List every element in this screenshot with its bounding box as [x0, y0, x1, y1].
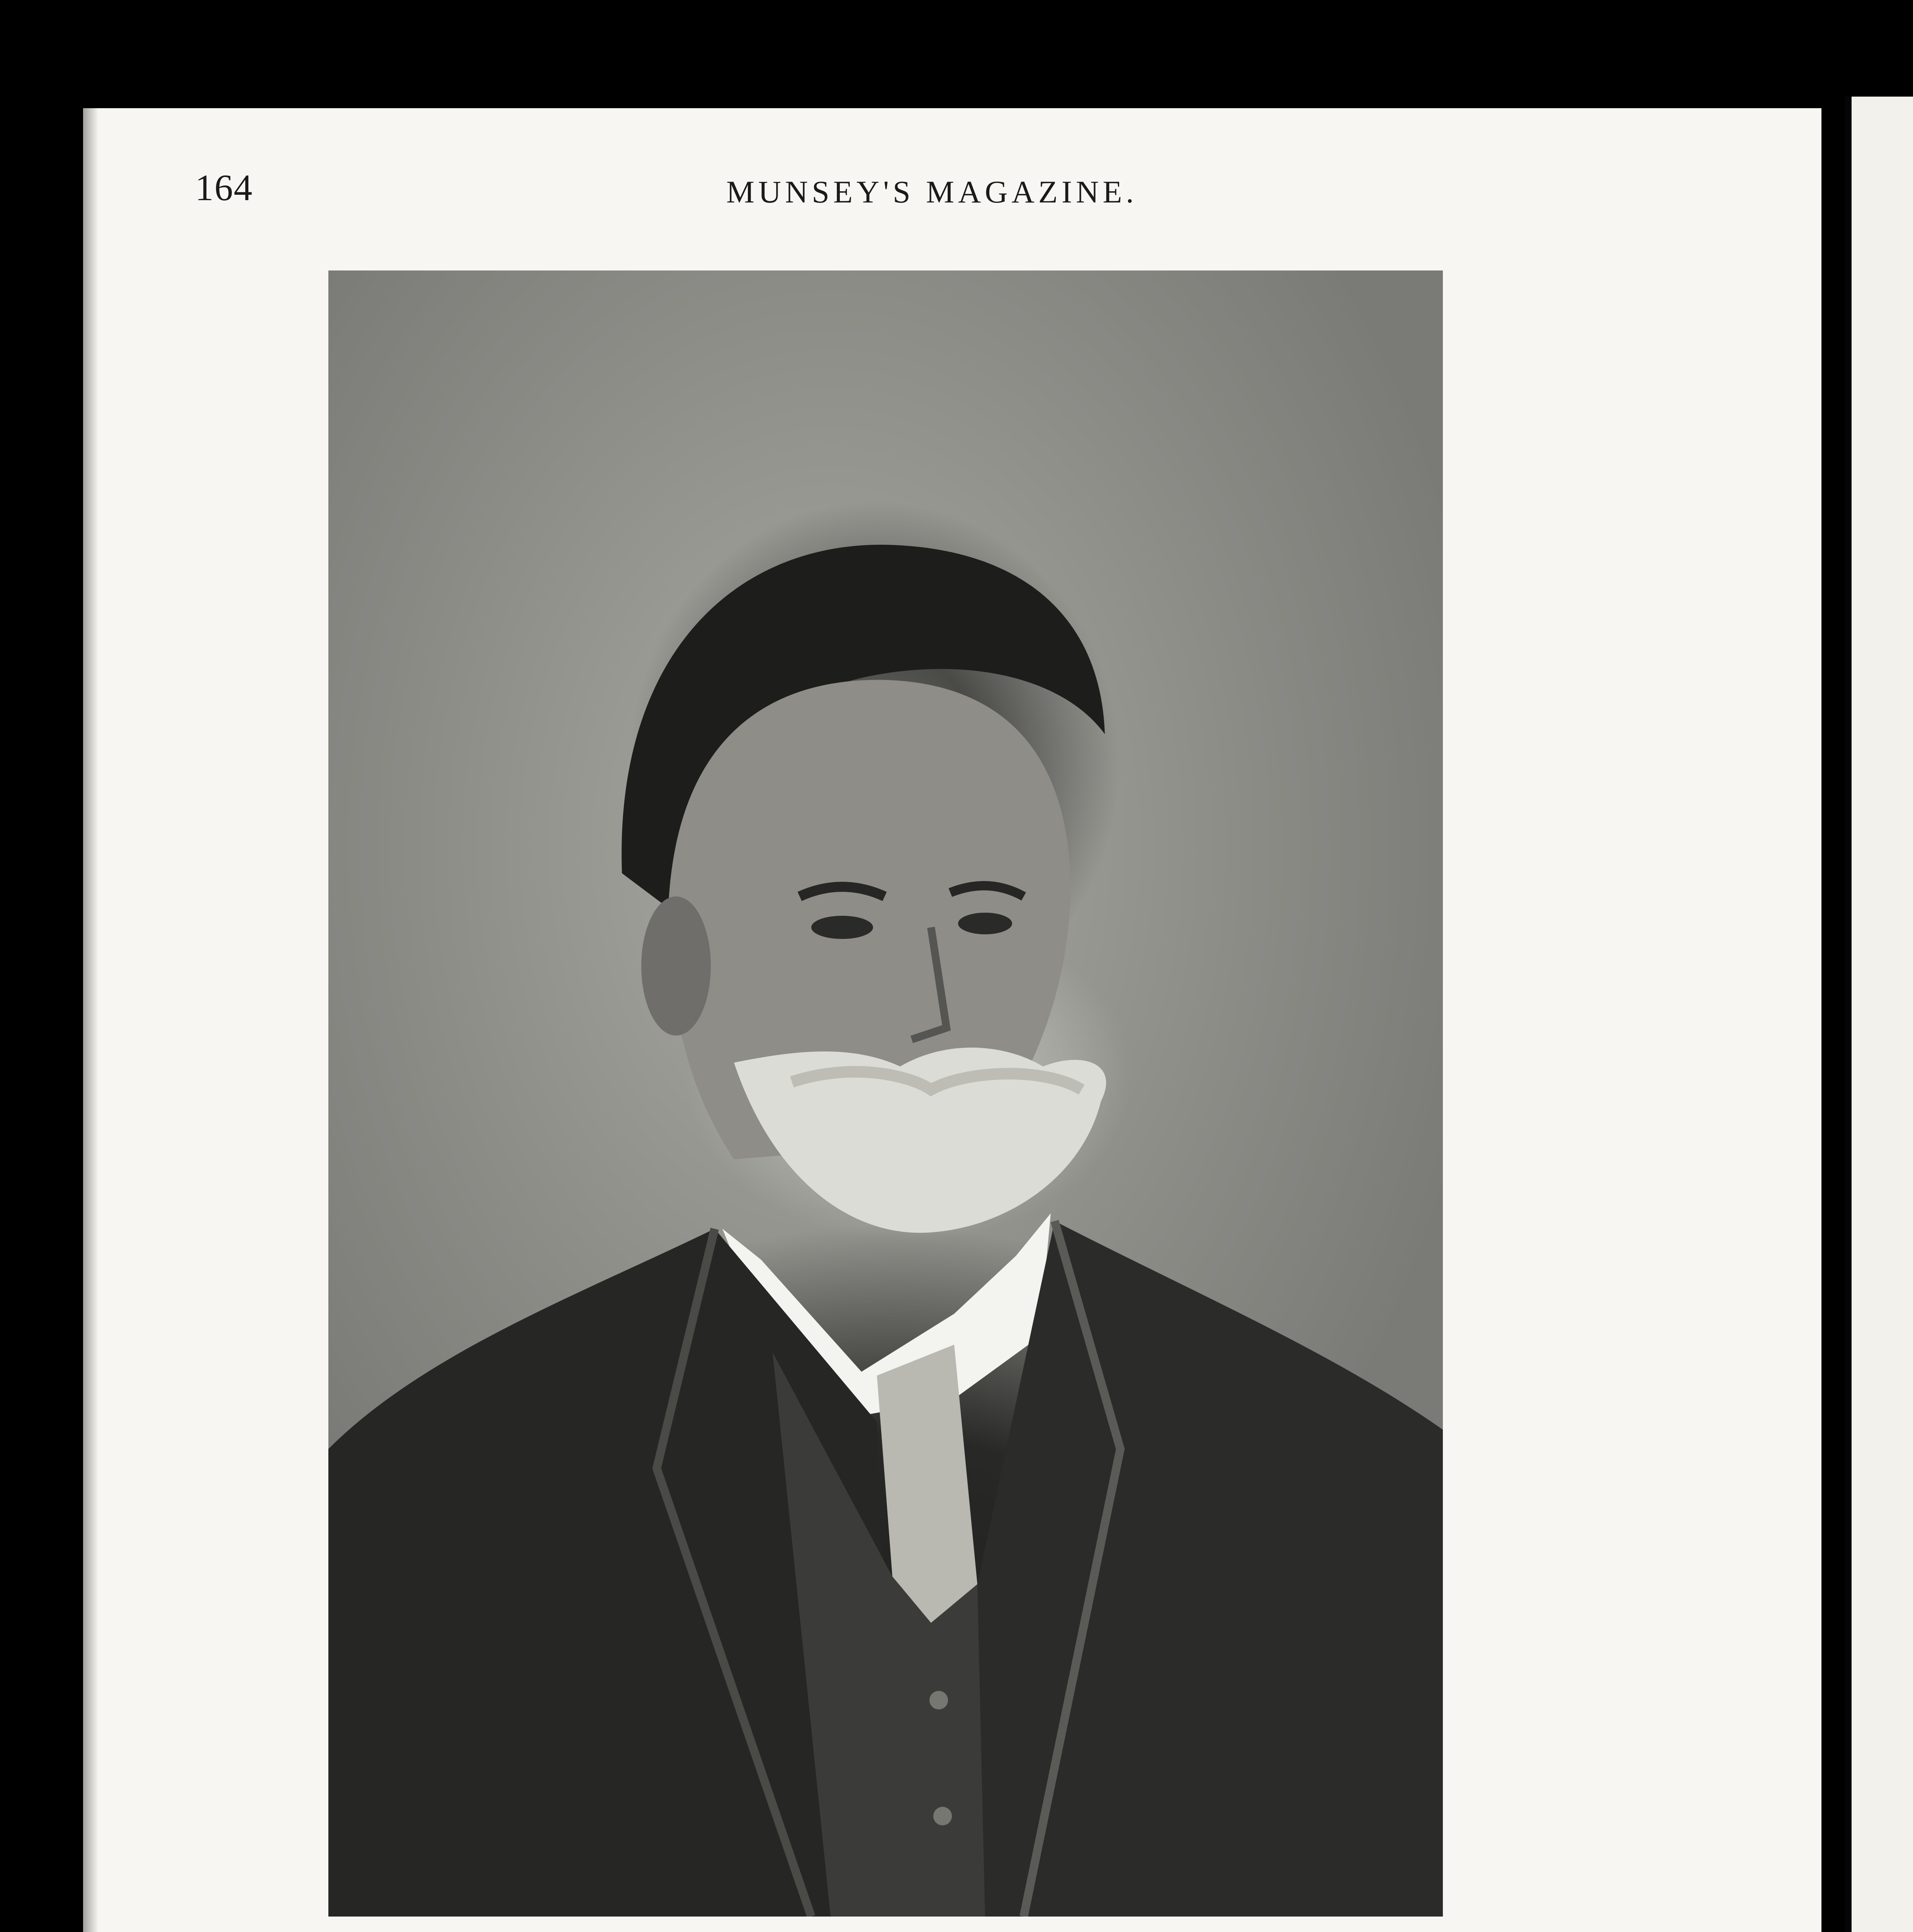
page-number: 164 [195, 167, 253, 208]
portrait-illustration [328, 270, 1443, 1917]
adjacent-page-edge [1845, 97, 1913, 1932]
running-head: MUNSEY'S MAGAZINE. [726, 174, 1138, 209]
portrait-photograph [328, 270, 1443, 1917]
